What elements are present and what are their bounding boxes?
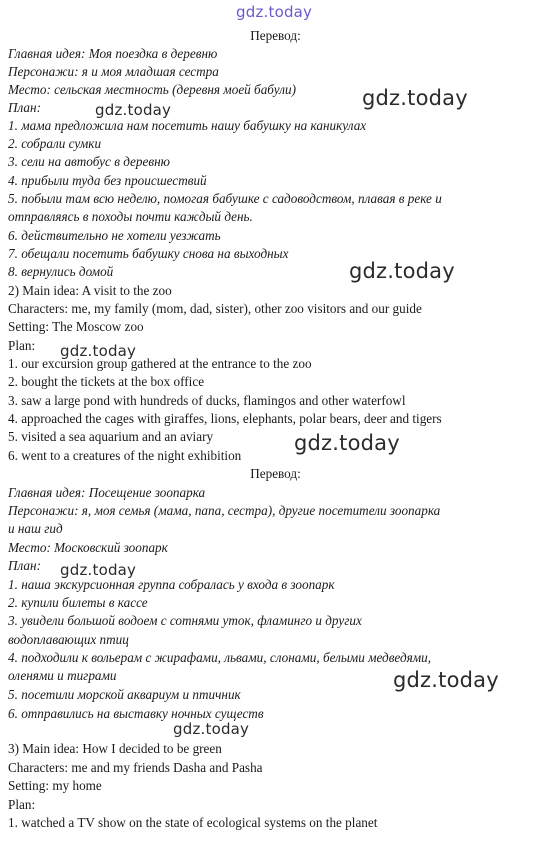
plan-1-item-1-ru: 1. мама предложила нам посетить нашу бабушку на каникулах (8, 118, 367, 133)
setting-2: Setting: The Moscow zoo (8, 319, 144, 334)
watermark-4: gdz.today (60, 342, 137, 360)
watermark-1: gdz.today (362, 86, 468, 110)
watermark-8: gdz.today (173, 720, 250, 738)
translation-heading-2: Перевод: (250, 466, 301, 481)
characters-1-ru: Персонажи: я и моя младшая сестра (8, 64, 219, 79)
plan-1-item-8-ru: 8. вернулись домой (8, 264, 114, 279)
plan-2-item-6-ru: 6. отправились на выставку ночных существ (8, 706, 264, 721)
plan-1-item-4-ru: 4. прибыли туда без происшествий (8, 173, 207, 188)
characters-2-cont-ru: и наш гид (8, 521, 63, 536)
plan-2-item-1-ru: 1. наша экскурсионная группа собралась у входа в зоопарк (8, 577, 335, 592)
watermark-2: gdz.today (95, 101, 172, 119)
characters-2: Characters: me, my family (mom, dad, sister), other zoo visitors and our guide (8, 301, 422, 316)
plan-2-item-5: 5. visited a sea aquarium and an aviary (8, 429, 214, 444)
setting-1-ru: Место: сельская местность (деревня моей бабули) (8, 82, 296, 97)
plan-2-item-6: 6. went to a creatures of the night exhibition (8, 448, 242, 463)
plan-label-1-ru: План: (8, 100, 41, 115)
plan-1-item-5-ru: 5. побыли там всю неделю, помогая бабушке с садоводством, плавая в реке и (8, 191, 442, 206)
characters-3: Characters: me and my friends Dasha and Pasha (8, 760, 263, 775)
watermark-5: gdz.today (294, 431, 400, 455)
main-idea-2-ru: Главная идея: Посещение зоопарка (8, 485, 206, 500)
main-idea-3: 3) Main idea: How I decided to be green (8, 741, 222, 756)
plan-1-item-7-ru: 7. обещали посетить бабушку снова на выходных (8, 246, 289, 261)
plan-2-item-3: 3. saw a large pond with hundreds of ducks, flamingos and other waterfowl (8, 393, 406, 408)
setting-2-ru: Место: Московский зоопарк (8, 540, 168, 555)
characters-2-ru: Персонажи: я, моя семья (мама, папа, сестра), другие посетители зоопарка (8, 503, 441, 518)
plan-2-item-4-ru: 4. подходили к вольерам с жирафами, львами, слонами, белыми медведями, (8, 650, 432, 665)
plan-1-item-6-ru: 6. действительно не хотели уезжать (8, 228, 221, 243)
plan-2-item-1: 1. our excursion group gathered at the entrance to the zoo (8, 356, 312, 371)
main-idea-2: 2) Main idea: A visit to the zoo (8, 283, 172, 298)
watermark-3: gdz.today (349, 259, 455, 283)
plan-2-item-3-ru: 3. увидели большой водоем с сотнями уток, фламинго и других (8, 613, 362, 628)
watermark-top: gdz.today (236, 3, 313, 21)
plan-2-item-5-ru: 5. посетили морской аквариум и птичник (8, 687, 241, 702)
plan-2-item-4-cont-ru: оленями и тиграми (8, 668, 117, 683)
main-idea-1-ru: Главная идея: Моя поездка в деревню (8, 46, 218, 61)
plan-2-item-2: 2. bought the tickets at the box office (8, 374, 205, 389)
translation-heading-1: Перевод: (250, 28, 301, 43)
plan-3-item-1: 1. watched a TV show on the state of ecological systems on the planet (8, 815, 378, 830)
plan-label-2-ru: План: (8, 558, 41, 573)
setting-3: Setting: my home (8, 778, 102, 793)
plan-1-item-2-ru: 2. собрали сумки (8, 136, 102, 151)
plan-2-item-3-cont-ru: водоплавающих птиц (8, 632, 129, 647)
plan-label-3: Plan: (8, 797, 36, 812)
plan-label-2: Plan: (8, 338, 36, 353)
plan-1-item-3-ru: 3. сели на автобус в деревню (8, 154, 170, 169)
watermark-6: gdz.today (60, 561, 137, 579)
plan-2-item-2-ru: 2. купили билеты в кассе (8, 595, 148, 610)
plan-1-item-5-cont-ru: отправляясь в походы почти каждый день. (8, 209, 253, 224)
watermark-7: gdz.today (393, 668, 499, 692)
plan-2-item-4: 4. approached the cages with giraffes, lions, elephants, polar bears, deer and tigers (8, 411, 442, 426)
